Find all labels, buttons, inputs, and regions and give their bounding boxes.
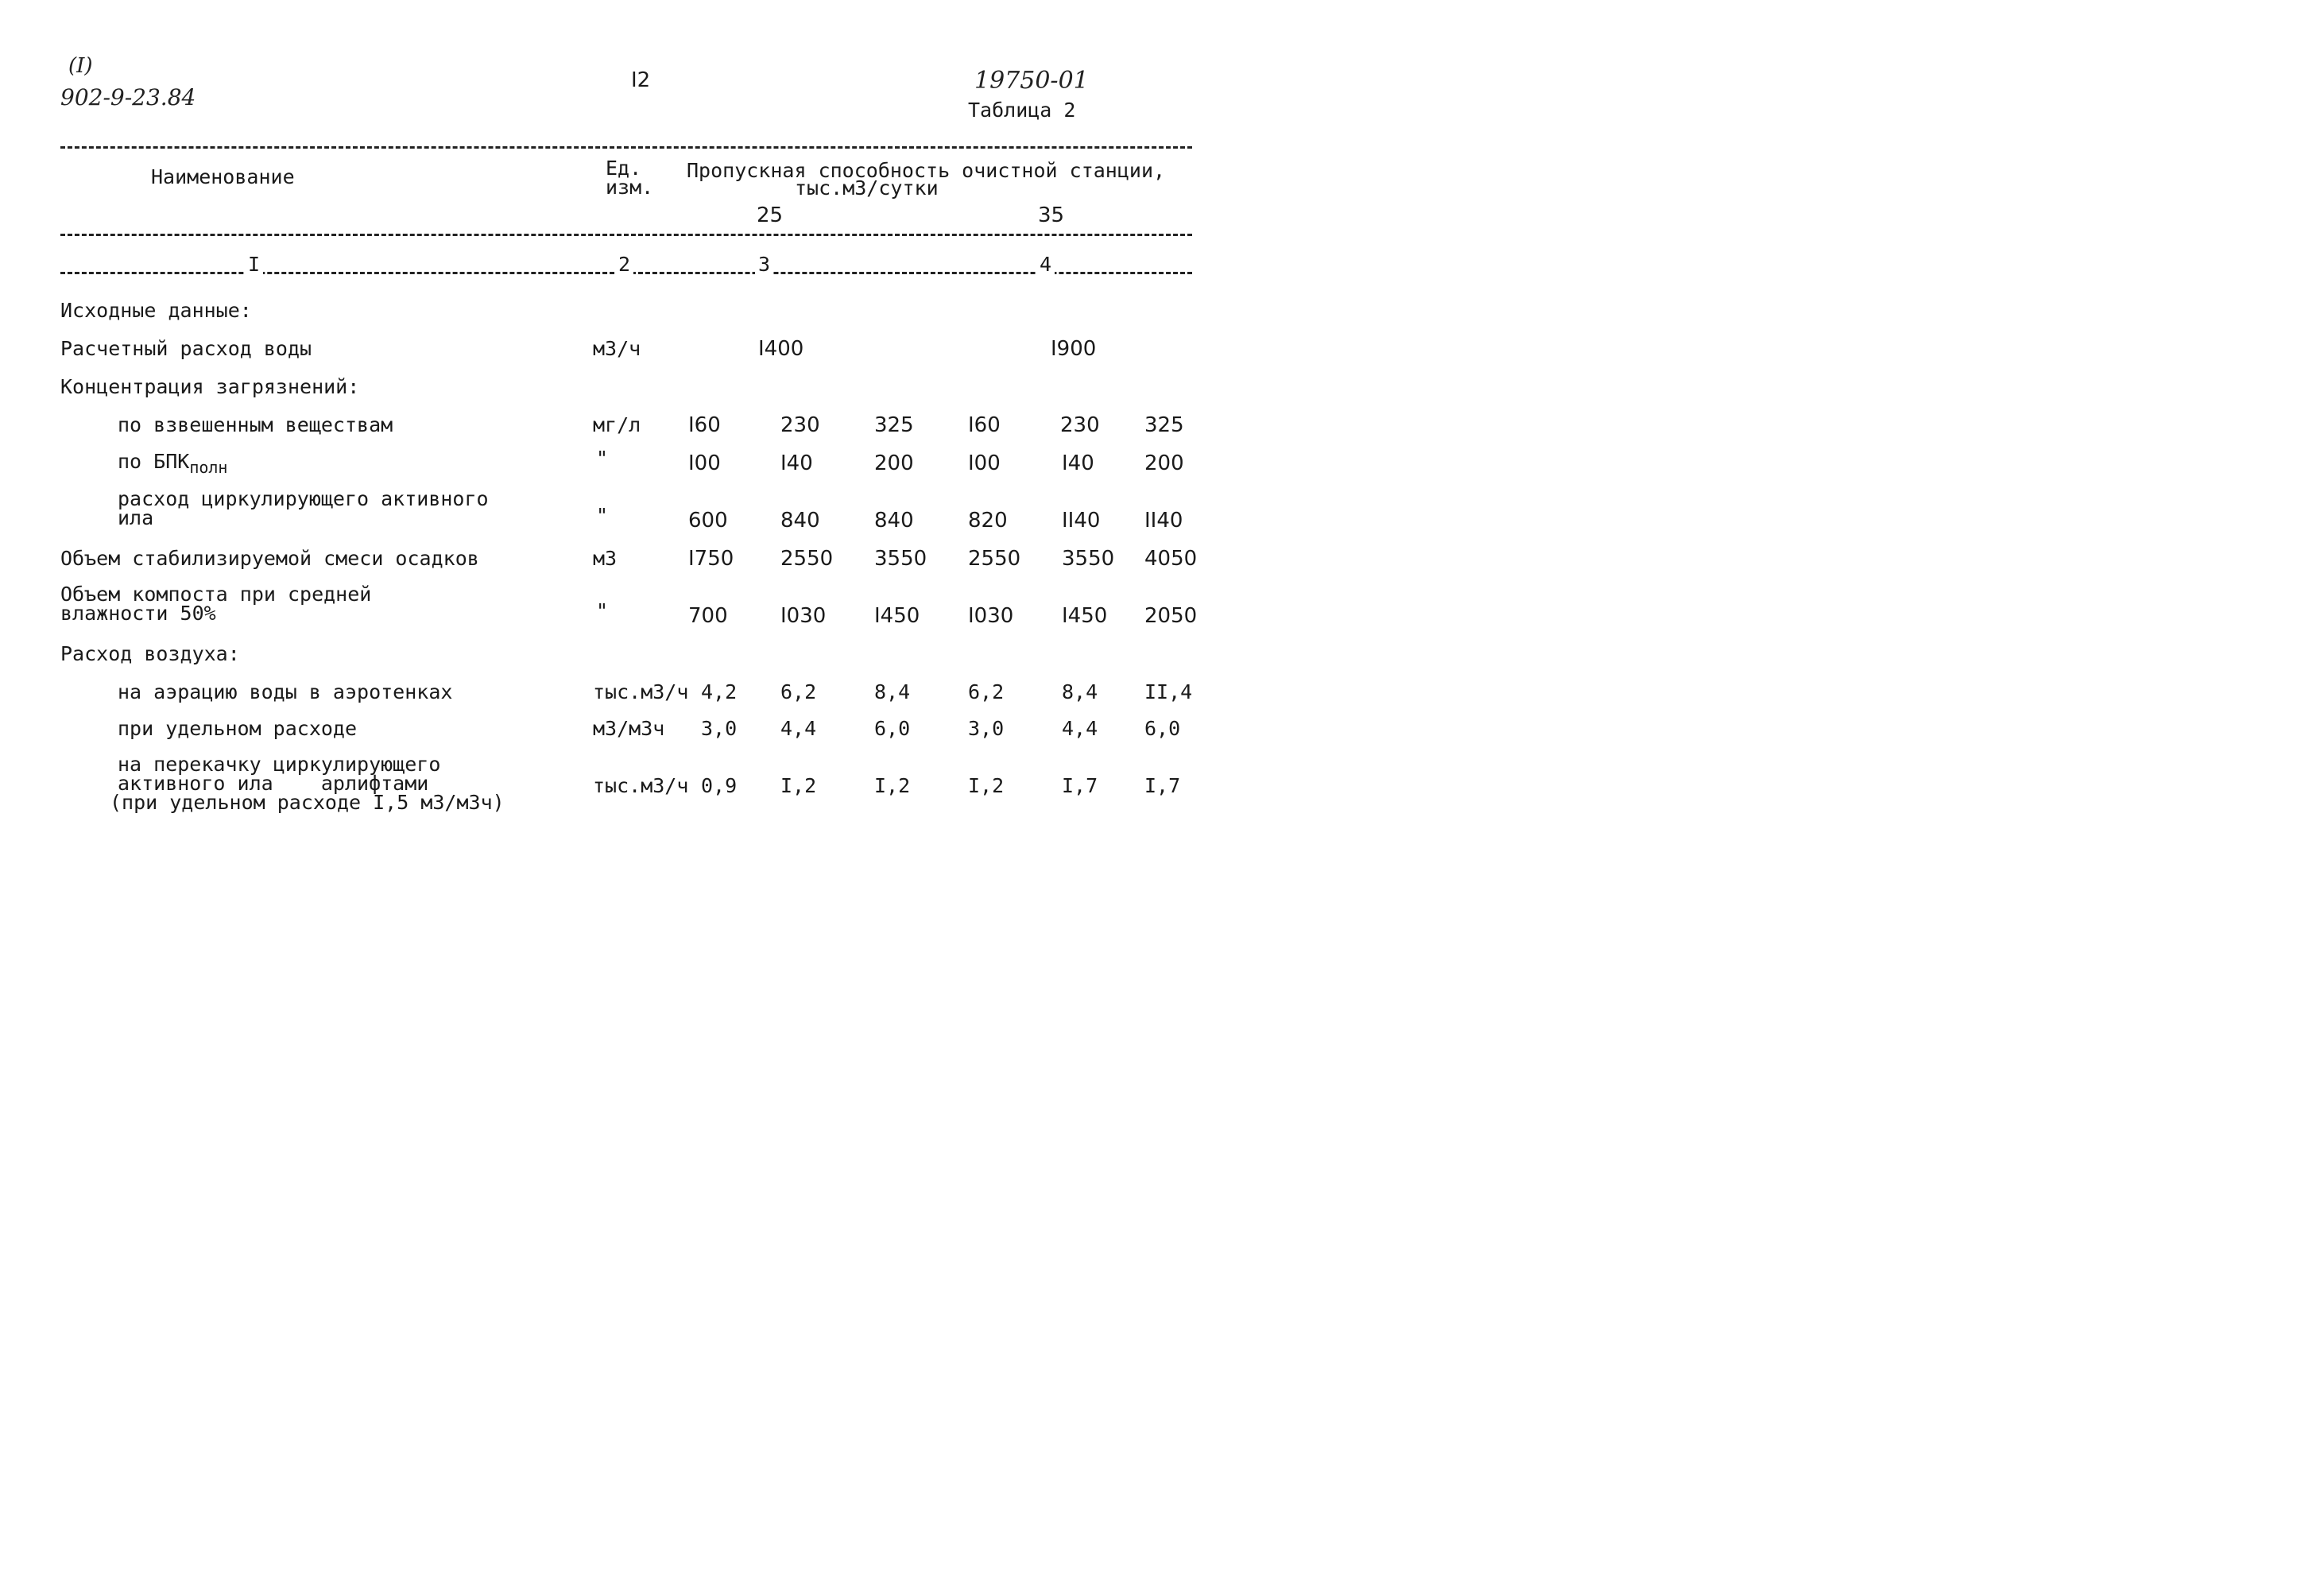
row-label: по взвешенным веществам: [118, 413, 393, 436]
value-cell: I030: [968, 604, 1014, 628]
value-cell: I,7: [1144, 774, 1181, 797]
document-code: 902-9-23.84: [60, 84, 196, 110]
row-label: на аэрацию воды в аэротенках: [118, 680, 453, 703]
value-cell: 6,2: [968, 680, 1005, 703]
row-unit: ": [596, 599, 609, 622]
value-cell: 230: [1060, 413, 1100, 437]
value-cell: 325: [874, 413, 914, 437]
row-label: на перекачку циркулирующего активного ила арлифтами (при удельном расходе I,5 м3/м3ч): [110, 753, 505, 814]
value-cell: 3,0: [701, 717, 738, 740]
value-cell: I,7: [1062, 774, 1098, 797]
value-cell: 2050: [1144, 604, 1198, 628]
value-cell: 4,4: [1062, 717, 1098, 740]
row-unit: м3: [593, 547, 618, 570]
column-header-capacity: Пропускная способность очистной станции,: [687, 159, 1166, 182]
value-cell: 840: [874, 509, 914, 533]
header-mid-rule: [60, 234, 1192, 236]
row-unit: м3/м3ч: [593, 717, 665, 740]
value-cell: I00: [968, 451, 1001, 475]
value-cell: I400: [758, 337, 804, 361]
value-cell: 200: [874, 451, 914, 475]
column-number-1: I: [245, 253, 263, 276]
value-cell: 4050: [1144, 547, 1198, 571]
row-unit: тыс.м3/ч: [593, 680, 689, 703]
value-cell: 820: [968, 509, 1008, 533]
value-cell: 3550: [1062, 547, 1115, 571]
value-cell: 600: [688, 509, 728, 533]
row-unit: тыс.м3/ч: [593, 774, 689, 797]
section-heading: Расход воздуха:: [60, 642, 240, 665]
value-cell: I450: [874, 604, 920, 628]
sheet-code: 19750-01: [974, 67, 1089, 95]
column-number-2: 2: [615, 253, 633, 276]
value-cell: 6,0: [1144, 717, 1181, 740]
value-cell: 8,4: [874, 680, 911, 703]
header-top-rule: [60, 146, 1192, 149]
value-cell: 2550: [780, 547, 834, 571]
column-header-name: Наименование: [151, 165, 295, 188]
row-label: при удельном расходе: [118, 717, 358, 740]
value-cell: 4,4: [780, 717, 817, 740]
capacity-25-header: 25: [757, 203, 784, 227]
row-unit: мг/л: [593, 413, 641, 436]
row-unit: м3/ч: [593, 337, 641, 360]
row-label: расход циркулирующего активного ила: [118, 487, 489, 529]
value-cell: I900: [1051, 337, 1097, 361]
value-cell: 6,0: [874, 717, 911, 740]
value-cell: II,4: [1144, 680, 1193, 703]
value-cell: I60: [968, 413, 1001, 437]
value-cell: I,2: [780, 774, 817, 797]
value-cell: I750: [688, 547, 734, 571]
value-cell: 3550: [874, 547, 927, 571]
value-cell: 700: [688, 604, 728, 628]
value-cell: 3,0: [968, 717, 1005, 740]
column-number-3: 3: [755, 253, 773, 276]
value-cell: I40: [780, 451, 813, 475]
value-cell: I40: [1062, 451, 1094, 475]
row-label: по $БПК_{полн}$: [118, 450, 228, 477]
column-number-4: 4: [1036, 253, 1055, 276]
value-cell: I60: [688, 413, 721, 437]
value-cell: 6,2: [780, 680, 817, 703]
corner-mark: (I): [68, 54, 93, 78]
value-cell: 230: [780, 413, 820, 437]
column-header-unit: Ед. изм.: [606, 157, 654, 199]
value-cell: 4,2: [701, 680, 738, 703]
value-cell: I,2: [968, 774, 1005, 797]
value-cell: II40: [1144, 509, 1183, 533]
row-label: Объем стабилизируемой смеси осадков: [60, 547, 479, 570]
row-label: Объем компоста при средней влажности 50%: [60, 583, 372, 625]
section-heading: Концентрация загрязнений:: [60, 375, 360, 398]
page-number: I2: [631, 68, 651, 92]
capacity-35-header: 35: [1038, 203, 1065, 227]
value-cell: 2550: [968, 547, 1021, 571]
value-cell: I450: [1062, 604, 1108, 628]
value-cell: 840: [780, 509, 820, 533]
value-cell: I030: [780, 604, 827, 628]
value-cell: 8,4: [1062, 680, 1098, 703]
section-heading: Исходные данные:: [60, 299, 252, 322]
row-unit: ": [596, 504, 609, 527]
column-header-capacity-unit: тыс.м3/сутки: [795, 176, 939, 200]
value-cell: I,2: [874, 774, 911, 797]
value-cell: 0,9: [701, 774, 738, 797]
table-title: Таблица 2: [968, 99, 1076, 122]
value-cell: 325: [1144, 413, 1184, 437]
row-label: Расчетный расход воды: [60, 337, 312, 360]
value-cell: II40: [1062, 509, 1101, 533]
row-unit: ": [596, 447, 609, 470]
value-cell: 200: [1144, 451, 1184, 475]
value-cell: I00: [688, 451, 721, 475]
